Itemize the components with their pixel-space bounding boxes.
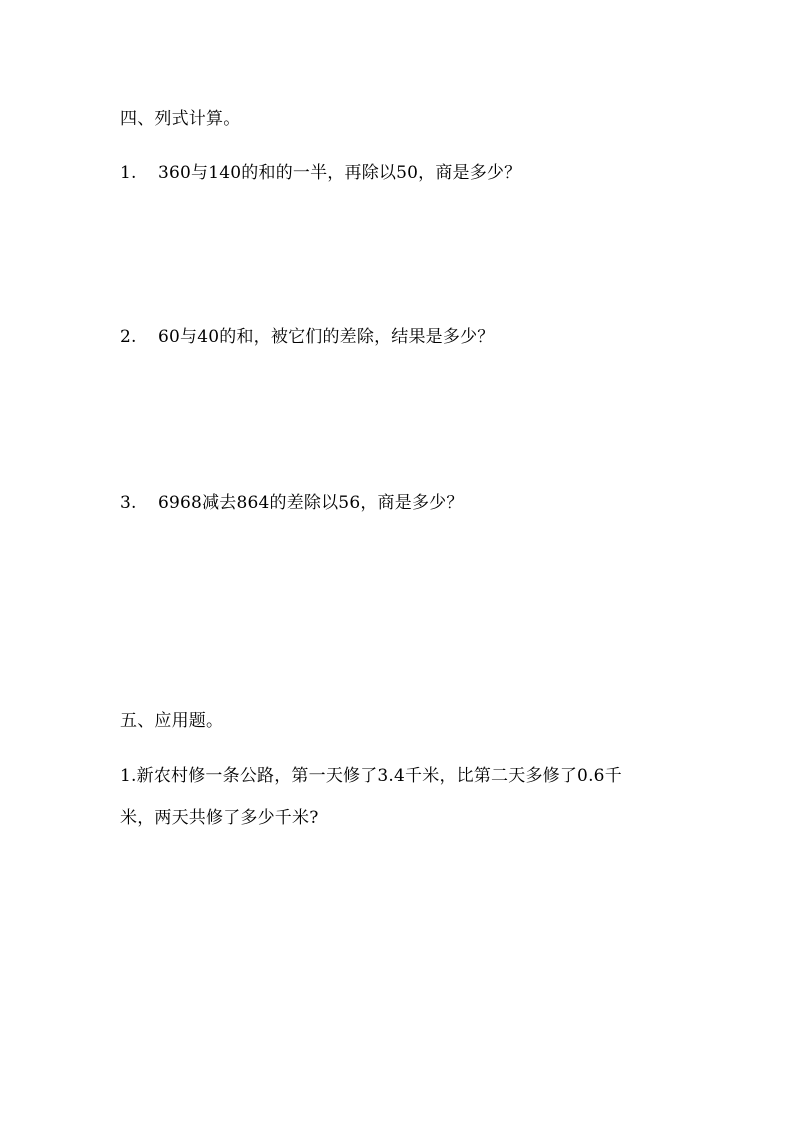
question-text: 60与40的和，被它们的差除，结果是多少？ <box>158 327 495 347</box>
question-number: 2. <box>120 327 137 347</box>
calc-question-1 <box>120 162 521 184</box>
question-number: 3. <box>120 493 137 513</box>
calc-question-3 <box>120 492 464 514</box>
word-problem-1-line-1: 1.新农村修一条公路，第一天修了3.4千米，比第二天多修了0.6千 <box>120 766 622 786</box>
section-4-heading: 四、列式计算。 <box>120 109 241 129</box>
calc-question-2 <box>120 326 494 348</box>
word-problem-1-line-2: 米，两天共修了多少千米? <box>120 808 319 828</box>
section-5-heading: 五、应用题。 <box>120 711 224 731</box>
question-text: 6968减去864的差除以56，商是多少？ <box>158 493 464 513</box>
question-text: 360与140的和的一半，再除以50，商是多少？ <box>158 163 522 183</box>
question-number: 1. <box>120 163 137 183</box>
